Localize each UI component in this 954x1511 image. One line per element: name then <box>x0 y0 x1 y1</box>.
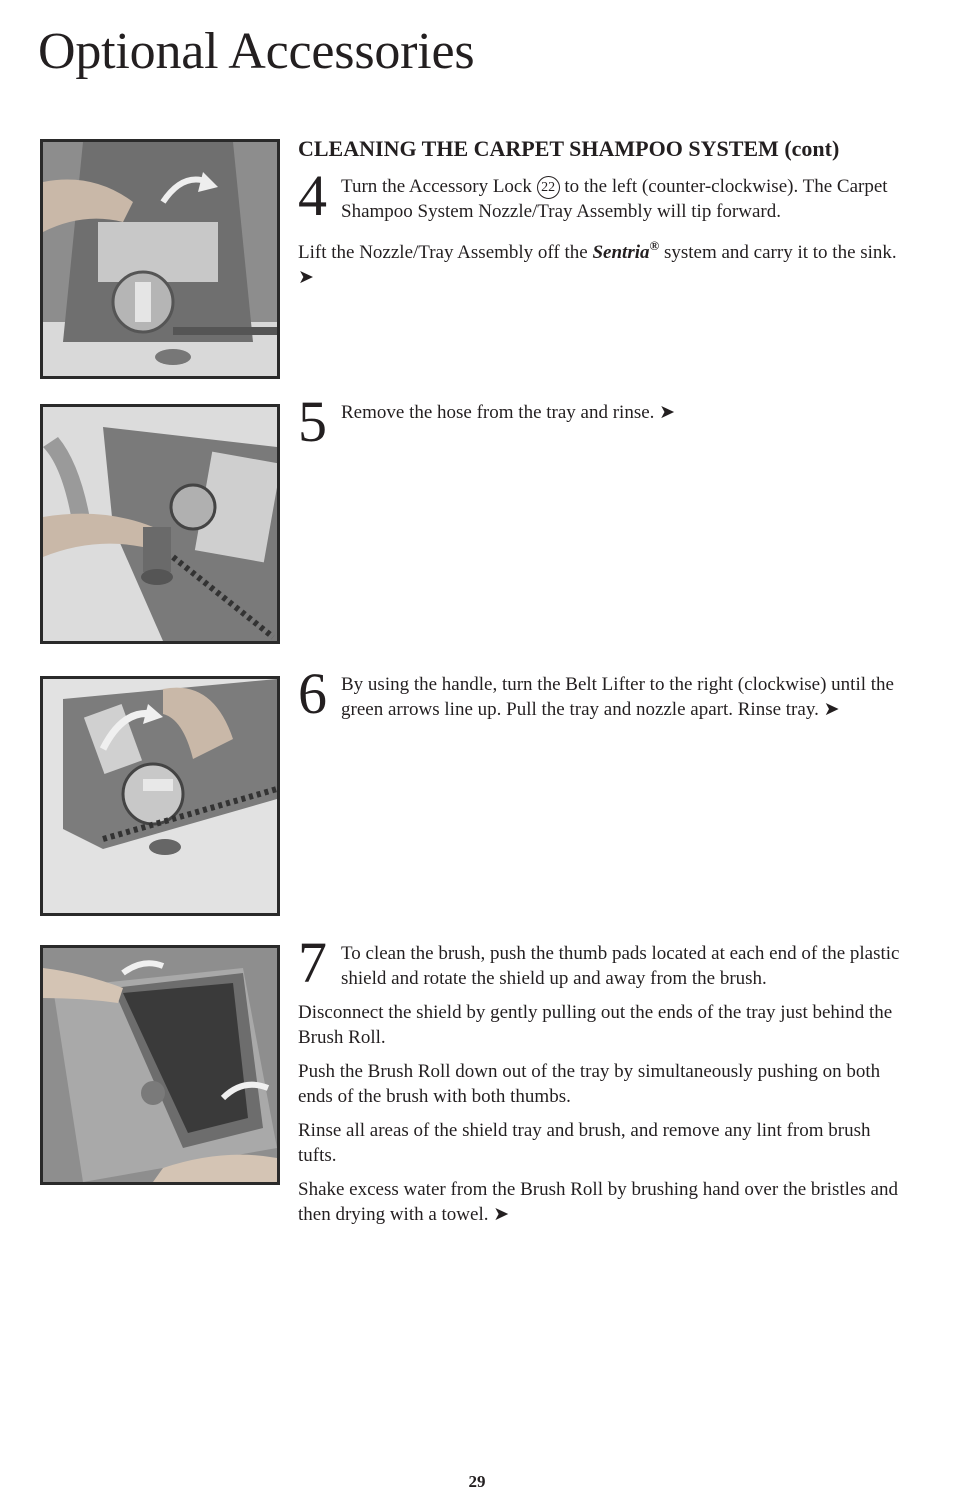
hand-turning-accessory-lock-photo <box>40 139 280 379</box>
step-text: By using the handle, turn the Belt Lifter to the right (clockwise) until the green arrows line up. Pull the tray and nozzle apart. Rinse tray. ➤ <box>341 674 894 720</box>
step-paragraph: Push the Brush Roll down out of the tray by simultaneously pushing on both ends of the brush with both thumbs. <box>298 1061 881 1107</box>
pushing-thumb-pads-on-shield-photo <box>40 945 280 1185</box>
step-text: Remove the hose from the tray and rinse. ➤ <box>341 402 676 423</box>
step-6 <box>298 661 910 726</box>
step-5 <box>298 389 910 454</box>
step-paragraph: Disconnect the shield by gently pulling out the ends of the tray just behind the Brush Roll. <box>298 1002 893 1048</box>
removing-hose-from-tray-photo <box>40 404 280 644</box>
step-text: To clean the brush, push the thumb pads located at each end of the plastic shield and rotate the shield up and away from the brush. <box>341 943 900 989</box>
section-heading: CLEANING THE CARPET SHAMPOO SYSTEM (cont) <box>298 136 840 161</box>
step-number: 7 <box>298 930 327 995</box>
page-title: Optional Accessories <box>38 23 475 80</box>
turning-belt-lifter-photo <box>40 676 280 916</box>
step-number: 4 <box>298 163 327 228</box>
brand-name: Sentria <box>592 242 650 263</box>
step-number: 6 <box>298 661 327 726</box>
step-paragraph: Rinse all areas of the shield tray and brush, and remove any lint from brush tufts. <box>298 1120 871 1166</box>
registered-mark: ® <box>649 238 660 253</box>
step-paragraph: Lift the Nozzle/Tray Assembly off the Sentria® system and carry it to the sink. ➤ <box>298 238 897 288</box>
callout-number: 22 <box>537 176 560 199</box>
step-text: Turn the Accessory Lock 22 to the left (counter-clockwise). The Carpet Shampoo System Nozzle/Tray Assembly will tip forward. <box>341 176 888 222</box>
page-number: 29 <box>468 1472 486 1491</box>
step-4 <box>298 163 910 290</box>
step-number: 5 <box>298 389 327 454</box>
step-paragraph: Shake excess water from the Brush Roll by brushing hand over the bristles and then drying with a towel. ➤ <box>298 1179 898 1225</box>
step-7 <box>298 930 910 1227</box>
